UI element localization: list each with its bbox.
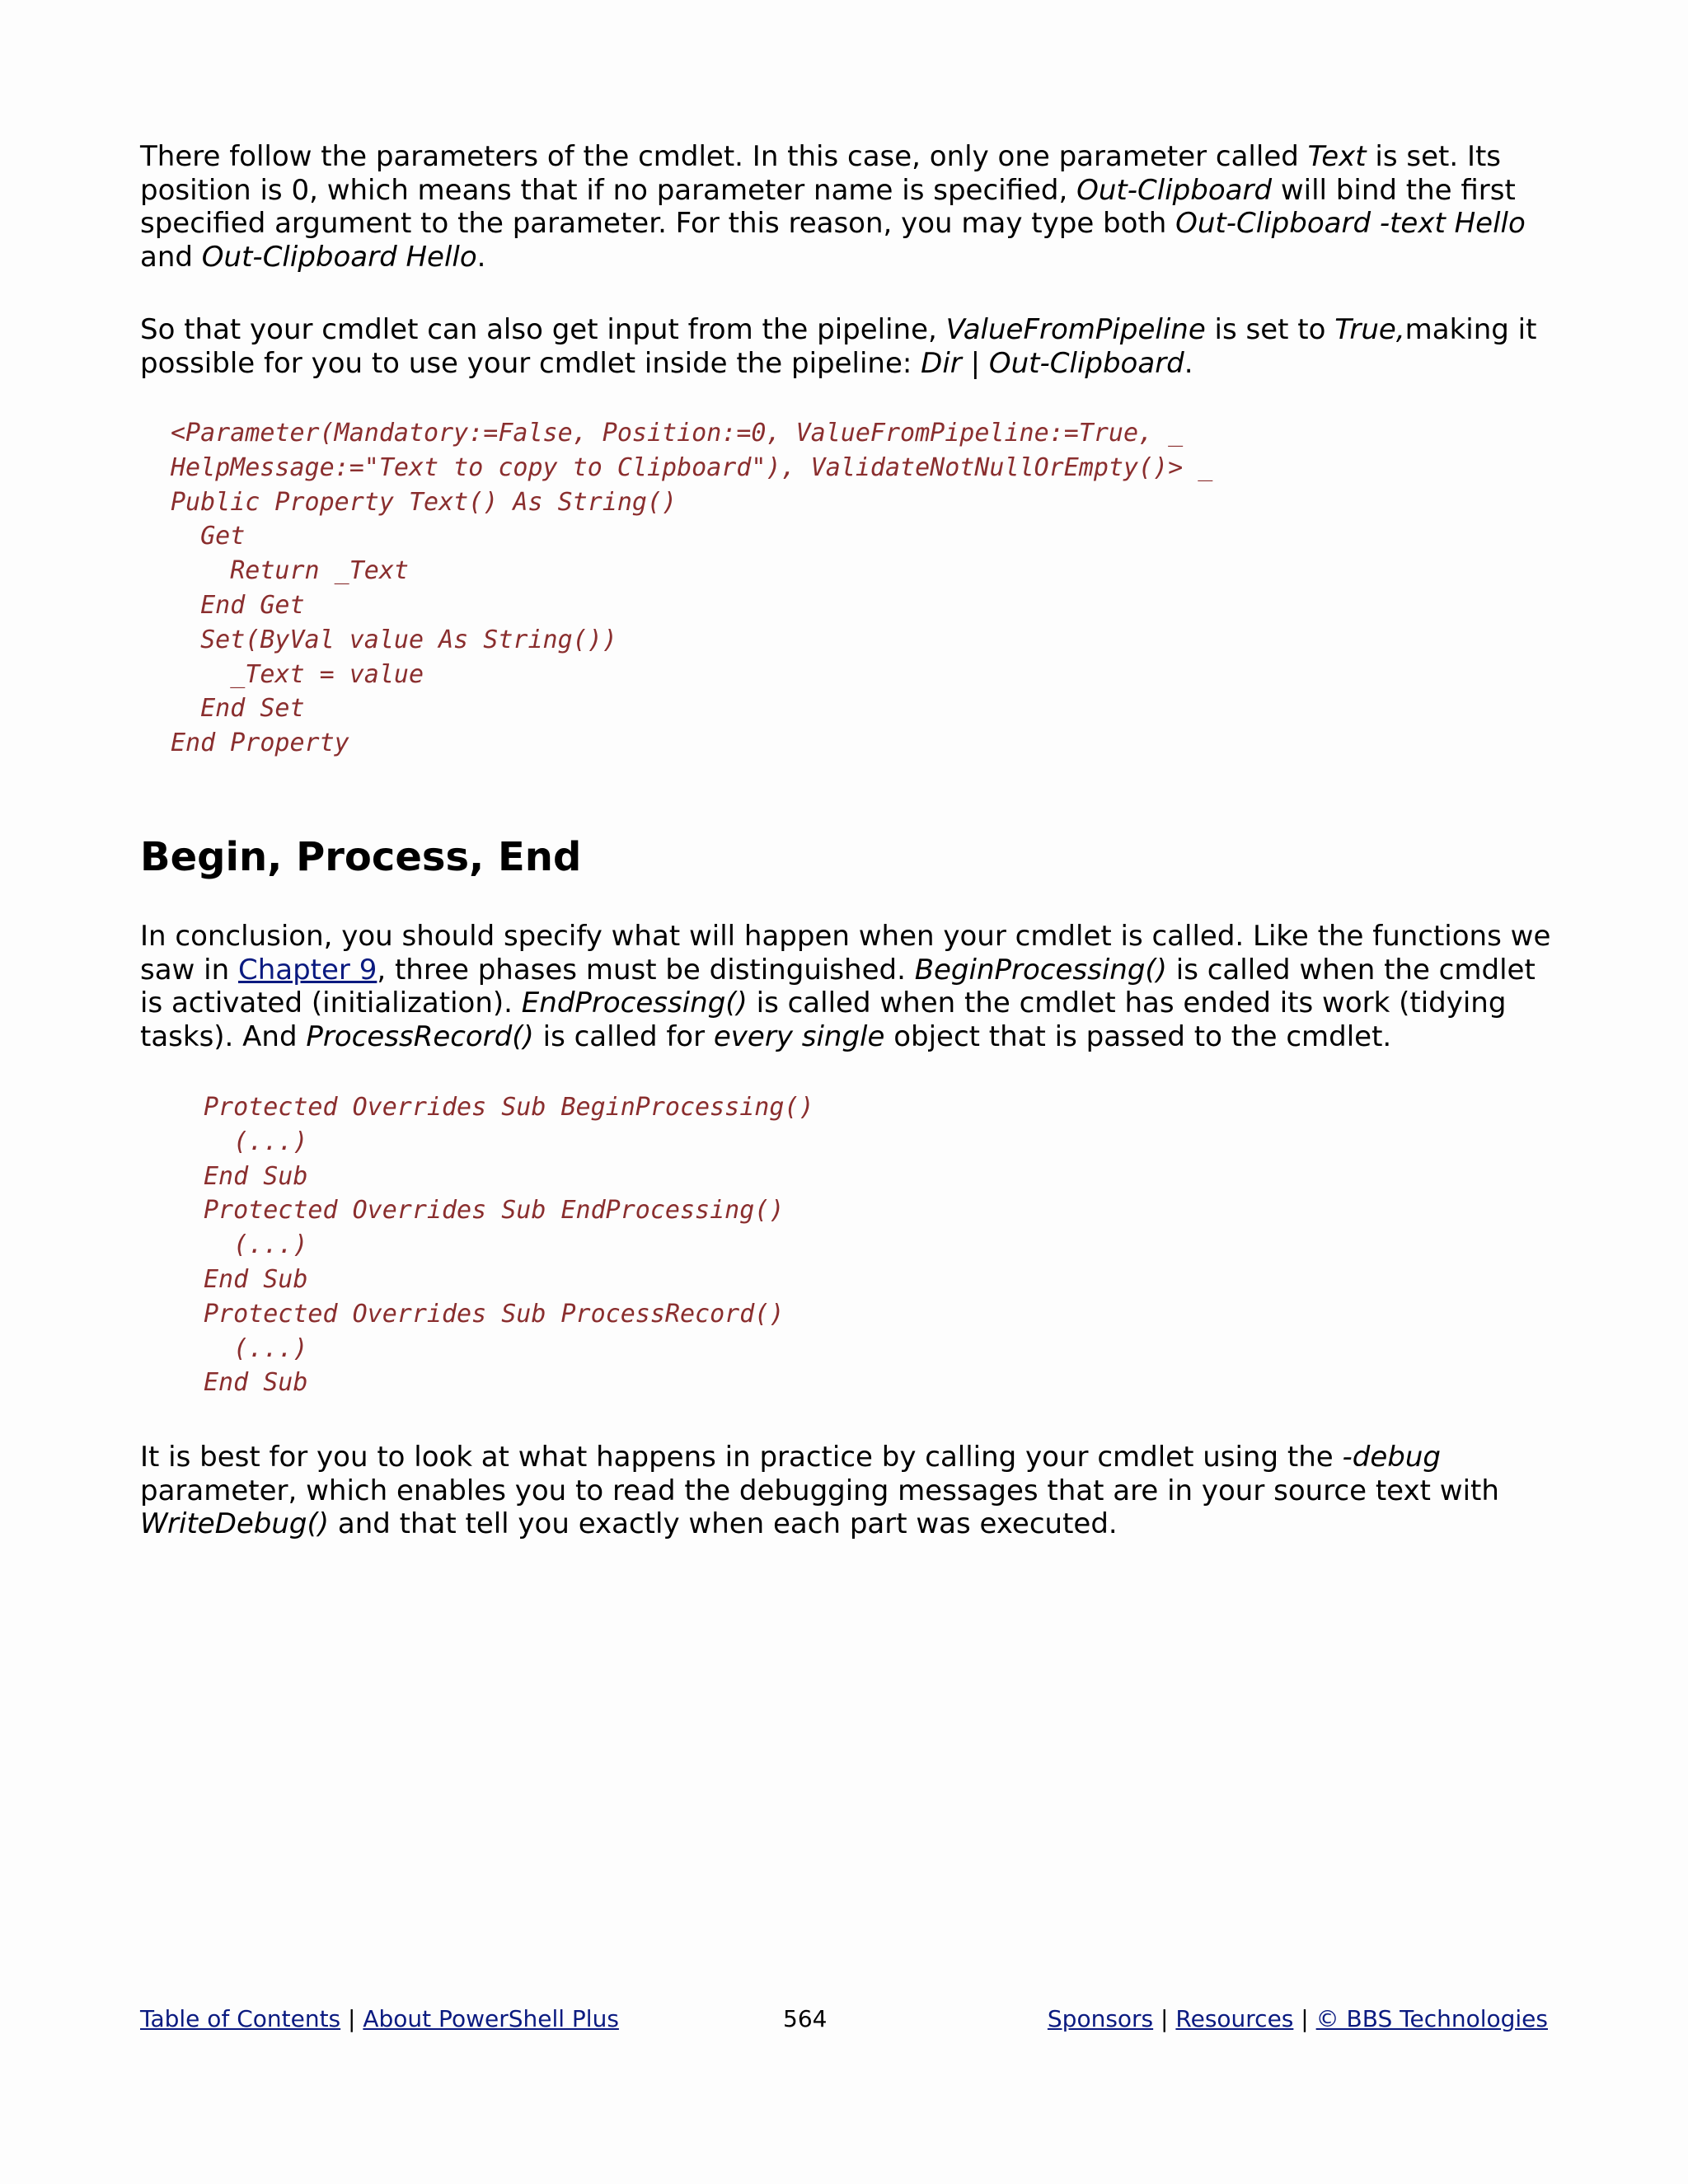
code-line: Return _Text bbox=[171, 556, 409, 586]
text-line: So that your cmdlet can also get input from the pipeline, ValueFromPipeline is set to True,making it bbox=[140, 313, 1537, 346]
code-line: End Get bbox=[171, 590, 305, 620]
text-line: specified argument to the parameter. For this reason, you may type both Out-Clipboard -text Hello bbox=[140, 207, 1526, 240]
text-line: In conclusion, you should specify what will happen when your cmdlet is called. Like the functions we bbox=[140, 920, 1551, 953]
page-number: 564 bbox=[783, 2005, 828, 2032]
paragraph-debug bbox=[140, 1441, 1558, 1541]
text-line: It is best for you to look at what happens in practice by calling your cmdlet using the -debug bbox=[140, 1441, 1441, 1474]
text-line: tasks). And ProcessRecord() is called for every single object that is passed to the cmdlet. bbox=[140, 1019, 1392, 1053]
code-line: End Sub bbox=[204, 1368, 308, 1398]
text-line: saw in Chapter 9, three phases must be distinguished. BeginProcessing() is called when the cmdlet bbox=[140, 953, 1536, 987]
text-line: is activated (initialization). EndProcessing() is called when the cmdlet has ended its work (tidying bbox=[140, 987, 1507, 1019]
chapter-9-link[interactable]: Chapter 9 bbox=[237, 953, 377, 987]
paragraph-pipeline bbox=[140, 313, 1558, 380]
text-line: and Out-Clipboard Hello. bbox=[140, 240, 486, 274]
text-line: possible for you to use your cmdlet inside the pipeline: Dir | Out-Clipboard. bbox=[140, 346, 1193, 380]
code-line: (...) bbox=[204, 1230, 308, 1260]
bbs-technologies-link[interactable]: © BBS Technologies bbox=[1315, 2005, 1548, 2032]
code-line: Protected Overrides Sub ProcessRecord() bbox=[204, 1299, 785, 1329]
text-line: WriteDebug() and that tell you exactly when each part was executed. bbox=[140, 1507, 1118, 1540]
paragraph-conclusion bbox=[140, 920, 1558, 1053]
code-line: <Parameter(Mandatory:=False, Position:=0, ValueFromPipeline:=True, _ bbox=[171, 419, 1184, 448]
section-heading: Begin, Process, End bbox=[140, 834, 582, 880]
footer-left-links: Table of Contents | About PowerShell Plus bbox=[140, 2005, 619, 2032]
table-of-contents-link[interactable]: Table of Contents bbox=[140, 2005, 341, 2032]
code-line: Set(ByVal value As String()) bbox=[171, 625, 617, 654]
code-line: End Property bbox=[171, 729, 349, 758]
code-line: (...) bbox=[204, 1127, 308, 1156]
paragraph-parameters bbox=[140, 140, 1558, 274]
about-powershell-plus-link[interactable]: About PowerShell Plus bbox=[363, 2005, 619, 2032]
code-line: End Sub bbox=[204, 1161, 308, 1191]
code-line: (...) bbox=[204, 1333, 308, 1363]
sponsors-link[interactable]: Sponsors bbox=[1047, 2005, 1154, 2032]
code-line: Protected Overrides Sub EndProcessing() bbox=[204, 1196, 785, 1226]
resources-link[interactable]: Resources bbox=[1175, 2005, 1294, 2032]
code-line: End Sub bbox=[204, 1264, 308, 1294]
code-line: Get bbox=[171, 522, 246, 551]
code-block-processing bbox=[204, 1090, 814, 1400]
code-line: HelpMessage:="Text to copy to Clipboard"), ValidateNotNullOrEmpty()> _ bbox=[171, 452, 1213, 482]
footer-right-links: Sponsors | Resources | © BBS Technologies bbox=[1047, 2005, 1548, 2032]
code-block-parameter bbox=[171, 416, 1212, 761]
text-line: position is 0, which means that if no parameter name is specified, Out-Clipboard will bind the first bbox=[140, 173, 1516, 207]
code-line: _Text = value bbox=[171, 659, 424, 689]
code-line: Protected Overrides Sub BeginProcessing() bbox=[204, 1093, 814, 1122]
text-line: There follow the parameters of the cmdlet. In this case, only one parameter called Text is set. Its bbox=[140, 140, 1502, 173]
code-line: Public Property Text() As String() bbox=[171, 487, 678, 517]
text-line: parameter, which enables you to read the debugging messages that are in your source text with bbox=[140, 1474, 1499, 1507]
code-line: End Set bbox=[171, 694, 305, 724]
